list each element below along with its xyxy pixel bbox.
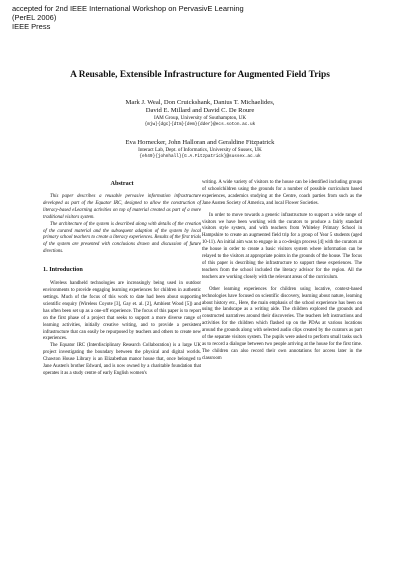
author-emails: {mjw}{dgc}{dtm}{dem}{dder}@ecs.soton.ac.uk	[144, 121, 256, 127]
author-affiliation: Interact Lab, Dept. of Informatics, University of Sussex, UK	[138, 147, 262, 153]
body-paragraph-3: Other learning experiences for children using locative, context-based technologies have focused on scientific discovery, learning about nature, learning about history etc., Here, the main emphasis of the school experience has been on using the landscape as a writing aide. The children explored the grounds and constructed narratives around their discoveries. The teachers left instructions and activities for the children which flashed up on the PDAs at various locations around the grounds along with selected audio clips created by the curators as part of the separate visitors system. The pupils were asked to perform small tasks such as to record a dialogue between two people arriving at the house for the first time. The children can also record their own annotations for access later in the classroom	[202, 286, 362, 361]
abstract-heading: Abstract	[110, 180, 134, 187]
notice-line-1: accepted for 2nd IEEE International Workshop on PervasivE Learning (PerEL 2006)	[12, 4, 244, 22]
paper-title: A Reusable, Extensible Infrastructure for Augmented Field Trips	[70, 70, 330, 80]
intro-paragraph-1: Wireless handheld technologies are increasingly being used in outdoor environments to provide engaging learning experiences for children in authentic settings. Much of the focus of this work to date had been about supporting scientific enquiry (Wireless Coyote [3], Gay et. al. [2], Ambient Wood [5]) and has often been set up as a one-off experience. The focus of this paper is to report on the first phase of a project that seeks to support a more diverse range of learning activities, initially creative writing, and to provide a persistent infrastructure that can easily be repurposed by teachers and others to create new experiences.	[43, 281, 201, 342]
intro-paragraph-2: The Equator IRC (Interdisciplinary Research Collaboration) is a large UK project investigating the boundary between the physical and digital worlds. Chawton House Library is an Elizabethan manor house that, once belonged to Jane Austen's brother Edward, and is now owned by a charitable foundation that operates it as a study centre of early English women's	[43, 343, 201, 376]
right-column	[202, 180, 362, 363]
abstract-paragraph-1: This paper describes a reusable pervasive information infrastructure developed as part of the Equator IRC, designed to allow the construction of literacy-based eLearning activities on top of material created as part of a more traditional visitors system.	[43, 194, 201, 220]
author-names-line-1: Mark J. Weal, Don Cruickshank, Danius T. Michaelides,	[125, 99, 275, 106]
left-column	[43, 180, 201, 378]
author-block-sussex	[0, 139, 400, 160]
body-paragraph-2: In order to move towards a generic infrastructure to support a wide range of visitors we have been working with the curators to produce a fairly standard visitors style system, and with teachers from Whiteley Primary School in Hampshire to create an augmented field trip for a group of Year 5 students (aged 10-11). An initial aim was to engage in a co-design process [4] with the curators at the house in order to create a basic visitors system where information can be relayed to the visitors at appropriate points in the grounds of the house. The focus of this paper is describing the infrastructure to support these experiences. The teachers from the school included the literacy advisor for the region. All the teachers are working closely with the relevant areas of the curriculum.	[202, 212, 362, 280]
author-names: Eva Hornecker, John Halloran and Geraldine Fitzpatrick	[125, 139, 275, 146]
author-affiliation: IAM Group, University of Southampton, UK	[153, 115, 247, 121]
author-names-line-2: David E. Millard and David C. De Roure	[145, 107, 255, 114]
acceptance-notice	[12, 4, 252, 31]
author-block-southampton	[0, 99, 400, 128]
section-heading-introduction: 1. Introduction	[43, 266, 83, 274]
author-emails: {eh49}{johnhall}{G.A.Fitzpatrick}@sussex.ac.uk	[139, 153, 261, 159]
body-paragraph-continued: writing. A wide variety of visitors to the house can be identified including groups of schoolchildren using the grounds for a number of possible curriculum based experiences, academics studying at the Centre, coach parties from such as the Jane Austen Society of America, and local Flower Societies.	[202, 180, 362, 206]
abstract-paragraph-2: The architecture of the system is described along with details of the creation of the curated material and the subsequent adaption of the system by local primary school teachers to create a literacy experiences. Results of the first trials of the system are presented with conclusions drawn and discussion of future directions.	[43, 221, 201, 255]
notice-line-2: IEEE Press	[12, 22, 51, 31]
